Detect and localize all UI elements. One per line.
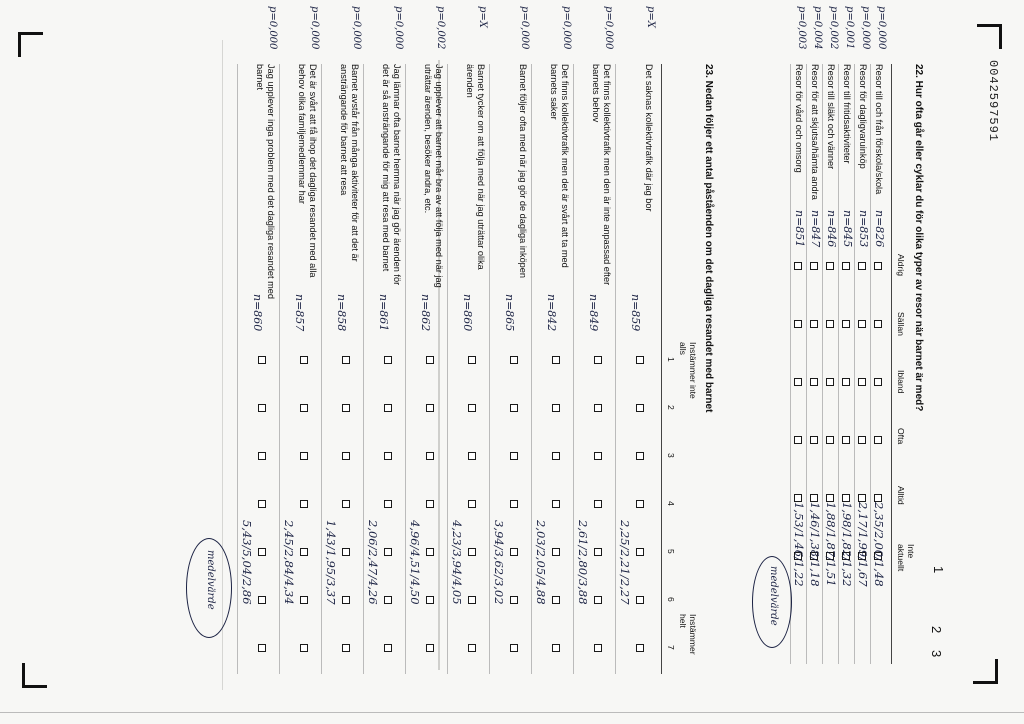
row-divider <box>573 64 574 674</box>
handwritten-result: 2,61/2,80/3,88 <box>576 520 590 605</box>
handwritten-result: 1,43/1,95/3,37 <box>324 520 338 605</box>
scale-number: 5 <box>666 549 676 554</box>
row-divider <box>854 64 855 664</box>
checkbox[interactable] <box>300 356 308 364</box>
scale-number: 1 <box>666 357 676 362</box>
n-count: n=846 <box>825 210 838 248</box>
n-count: n=853 <box>857 210 870 248</box>
row-divider <box>870 64 871 664</box>
n-count: n=847 <box>809 210 822 248</box>
checkbox[interactable] <box>594 500 602 508</box>
handwritten-result: 2,25/2,21/2,27 <box>618 520 632 605</box>
p-value: p=0,000 <box>309 6 320 50</box>
row-divider <box>321 64 322 674</box>
handwritten-note-q22: medelvärde <box>768 566 779 626</box>
row-label: Jag upplever inga problem med det dagliga resandet med barnet <box>255 64 276 299</box>
row-label: Jag upplever att barnet mår bra av att följa med när jag uträttar ärenden, besöker andra, etc. <box>423 64 444 288</box>
checkbox[interactable] <box>810 378 818 386</box>
checkbox[interactable] <box>636 596 644 604</box>
checkbox[interactable] <box>552 644 560 652</box>
p-value: p=0,000 <box>876 6 887 50</box>
checkbox[interactable] <box>794 436 802 444</box>
checkbox[interactable] <box>342 596 350 604</box>
checkbox[interactable] <box>826 436 834 444</box>
row-divider <box>615 64 616 674</box>
checkbox[interactable] <box>384 452 392 460</box>
checkbox[interactable] <box>552 500 560 508</box>
checkbox[interactable] <box>426 596 434 604</box>
row-divider <box>279 64 280 674</box>
handwritten-result: 2,45/2,84/4,34 <box>282 520 296 605</box>
checkbox[interactable] <box>300 404 308 412</box>
p-value: p=0,003 <box>796 6 807 50</box>
checkbox[interactable] <box>636 644 644 652</box>
handwritten-result: 1,46/1,38/1,18 <box>808 502 822 587</box>
n-count: n=849 <box>587 294 600 332</box>
checkbox[interactable] <box>636 356 644 364</box>
checkbox[interactable] <box>826 378 834 386</box>
p-value: p=0,000 <box>267 6 278 50</box>
checkbox[interactable] <box>510 644 518 652</box>
checkbox[interactable] <box>510 452 518 460</box>
row-divider <box>531 64 532 674</box>
handwritten-result: 2,06/2,47/4,26 <box>366 520 380 605</box>
checkbox[interactable] <box>258 548 266 556</box>
checkbox[interactable] <box>594 644 602 652</box>
checkbox[interactable] <box>258 596 266 604</box>
column-header: Ibland <box>896 370 906 394</box>
checkbox[interactable] <box>426 548 434 556</box>
row-label: Barnet avstår från många aktiviteter för att det är ansträngande för barnet att resa <box>339 64 360 262</box>
checkbox[interactable] <box>468 404 476 412</box>
row-label: Barnet tycker om att följa med när jag uträttar olika ärenden <box>465 64 486 270</box>
checkbox[interactable] <box>826 320 834 328</box>
checkbox[interactable] <box>794 320 802 328</box>
row-divider <box>447 64 448 674</box>
checkbox[interactable] <box>874 494 882 502</box>
checkbox[interactable] <box>300 596 308 604</box>
checkbox[interactable] <box>384 404 392 412</box>
checkbox[interactable] <box>342 500 350 508</box>
p-value: p=X <box>477 6 488 28</box>
n-count: n=851 <box>793 210 806 248</box>
checkbox[interactable] <box>826 494 834 502</box>
row-label: Det finns kollektivtrafik men den är inte anpassad efter barnets behov <box>591 64 612 286</box>
p-value: p=0,000 <box>561 6 572 50</box>
checkbox[interactable] <box>842 436 850 444</box>
handwritten-result: 2,35/2,00/1,48 <box>872 502 886 587</box>
n-count: n=861 <box>377 294 390 332</box>
checkbox[interactable] <box>258 452 266 460</box>
checkbox[interactable] <box>384 500 392 508</box>
checkbox[interactable] <box>858 262 866 270</box>
scale-high-label: Instämmer helt <box>678 614 698 655</box>
handwritten-result: 4,23/3,94/4,05 <box>450 520 464 605</box>
checkbox[interactable] <box>342 644 350 652</box>
row-label: Resor för vård och omsorg <box>794 64 804 173</box>
checkbox[interactable] <box>258 500 266 508</box>
question-22-title: 22. Hur ofta går eller cyklar du för olika typer av resor när barnet är med? <box>913 64 924 412</box>
checkbox[interactable] <box>636 548 644 556</box>
row-label: Resor till fritidsaktiviteter <box>842 64 852 164</box>
n-count: n=860 <box>461 294 474 332</box>
column-header: Aldrig <box>896 254 906 276</box>
checkbox[interactable] <box>552 452 560 460</box>
checkbox[interactable] <box>258 644 266 652</box>
p-value: p=0,002 <box>828 6 839 50</box>
n-count: n=857 <box>293 294 306 332</box>
checkbox[interactable] <box>384 356 392 364</box>
checkbox[interactable] <box>594 404 602 412</box>
checkbox[interactable] <box>426 500 434 508</box>
row-divider <box>806 64 807 664</box>
column-header: Alltid <box>896 486 906 505</box>
checkbox[interactable] <box>636 452 644 460</box>
divider <box>891 64 892 664</box>
row-divider <box>237 64 238 674</box>
page-marker-3: 3 <box>929 650 944 658</box>
p-value: p=0,000 <box>603 6 614 50</box>
row-divider <box>790 64 791 664</box>
checkbox[interactable] <box>342 404 350 412</box>
checkbox[interactable] <box>794 262 802 270</box>
checkbox[interactable] <box>510 404 518 412</box>
checkbox[interactable] <box>874 436 882 444</box>
row-label: Resor för att skjutsa/hämta andra <box>810 64 820 200</box>
checkbox[interactable] <box>842 378 850 386</box>
checkbox[interactable] <box>874 378 882 386</box>
checkbox[interactable] <box>810 262 818 270</box>
checkbox[interactable] <box>468 548 476 556</box>
row-label: Barnet följer ofta med när jag gör de dagliga inköpen <box>518 64 528 279</box>
checkbox[interactable] <box>594 356 602 364</box>
checkbox[interactable] <box>300 548 308 556</box>
checkbox[interactable] <box>552 596 560 604</box>
checkbox[interactable] <box>468 500 476 508</box>
p-value: p=0,000 <box>519 6 530 50</box>
n-count: n=862 <box>419 294 432 332</box>
checkbox[interactable] <box>594 596 602 604</box>
checkbox[interactable] <box>594 548 602 556</box>
checkbox[interactable] <box>858 320 866 328</box>
checkbox[interactable] <box>468 452 476 460</box>
checkbox[interactable] <box>810 494 818 502</box>
row-label: Det finns kollektivtrafik men det är svårt att ta med barnets saker <box>549 64 570 268</box>
checkbox[interactable] <box>300 644 308 652</box>
checkbox[interactable] <box>858 436 866 444</box>
checkbox[interactable] <box>594 452 602 460</box>
n-count: n=845 <box>841 210 854 248</box>
checkbox[interactable] <box>300 452 308 460</box>
question-23-title: 23. Nedan följer ett antal påståenden om det dagliga resandet med barnet <box>703 64 714 413</box>
checkbox[interactable] <box>510 356 518 364</box>
handwritten-note-q23: medelvärde <box>205 550 216 610</box>
n-count: n=859 <box>629 294 642 332</box>
checkbox[interactable] <box>468 596 476 604</box>
checkbox[interactable] <box>858 494 866 502</box>
scale-number: 4 <box>666 501 676 506</box>
row-divider <box>489 64 490 674</box>
row-label: Det är svårt att få ihop det dagliga resandet med alla behov olika familjemedlemmar har <box>297 64 318 278</box>
handwritten-result: 1,53/1,46/1,22 <box>792 502 806 587</box>
p-value: p=0,001 <box>844 6 855 50</box>
checkbox[interactable] <box>384 596 392 604</box>
p-value: p=0,002 <box>435 6 446 50</box>
page-marker-1: 1 <box>931 566 946 574</box>
row-divider <box>405 64 406 674</box>
checkbox[interactable] <box>300 500 308 508</box>
checkbox[interactable] <box>858 378 866 386</box>
p-value: p=0,000 <box>860 6 871 50</box>
checkbox[interactable] <box>510 596 518 604</box>
row-label: Det saknas kollektivtrafik där jag bor <box>644 64 654 212</box>
p-value: p=0,000 <box>351 6 362 50</box>
checkbox[interactable] <box>842 262 850 270</box>
column-header: Sällan <box>896 312 906 336</box>
checkbox[interactable] <box>552 356 560 364</box>
column-header: Inte aktuellt <box>896 544 916 572</box>
checkbox[interactable] <box>342 452 350 460</box>
handwritten-result: 1,98/1,82/1,32 <box>840 502 854 587</box>
checkbox[interactable] <box>510 500 518 508</box>
column-header: Ofta <box>896 428 906 445</box>
checkbox[interactable] <box>874 320 882 328</box>
handwritten-result: 3,94/3,62/3,02 <box>492 520 506 605</box>
page-marker-2: 2 <box>929 626 944 634</box>
handwritten-result: 2,17/1,99/1,67 <box>856 502 870 587</box>
checkbox[interactable] <box>426 404 434 412</box>
scale-number: 6 <box>666 597 676 602</box>
p-value: p=0,004 <box>812 6 823 50</box>
n-count: n=860 <box>251 294 264 332</box>
scale-number: 3 <box>666 453 676 458</box>
checkbox[interactable] <box>842 494 850 502</box>
checkbox[interactable] <box>842 320 850 328</box>
checkbox[interactable] <box>468 356 476 364</box>
scale-number: 7 <box>666 645 676 650</box>
handwritten-result: 1,88/1,87/1,51 <box>824 502 838 587</box>
checkbox[interactable] <box>426 452 434 460</box>
n-count: n=826 <box>873 210 886 248</box>
divider <box>661 64 662 674</box>
scale-number: 2 <box>666 405 676 410</box>
checkbox[interactable] <box>636 500 644 508</box>
n-count: n=865 <box>503 294 516 332</box>
p-value: p=X <box>645 6 656 28</box>
checkbox[interactable] <box>794 378 802 386</box>
checkbox[interactable] <box>810 436 818 444</box>
document-id: 0042597591 <box>986 60 1000 143</box>
row-divider <box>822 64 823 664</box>
handwritten-result: 2,03/2,05/4,88 <box>534 520 548 605</box>
checkbox[interactable] <box>426 356 434 364</box>
row-label: Resor till släkt och vänner <box>826 64 836 170</box>
checkbox[interactable] <box>510 548 518 556</box>
row-divider <box>838 64 839 664</box>
checkbox[interactable] <box>552 548 560 556</box>
checkbox[interactable] <box>342 548 350 556</box>
checkbox[interactable] <box>552 404 560 412</box>
checkbox[interactable] <box>794 494 802 502</box>
p-value: p=0,000 <box>393 6 404 50</box>
checkbox[interactable] <box>874 262 882 270</box>
checkbox[interactable] <box>342 356 350 364</box>
checkbox[interactable] <box>258 404 266 412</box>
n-count: n=858 <box>335 294 348 332</box>
checkbox[interactable] <box>426 644 434 652</box>
scale-low-label: Instämmer inte alls <box>678 342 698 399</box>
checkbox[interactable] <box>384 644 392 652</box>
checkbox[interactable] <box>468 644 476 652</box>
checkbox[interactable] <box>384 548 392 556</box>
handwritten-result: 4,96/4,51/4,50 <box>408 520 422 605</box>
row-label: Resor till och från förskola/skola <box>874 64 884 195</box>
checkbox[interactable] <box>810 320 818 328</box>
checkbox[interactable] <box>826 262 834 270</box>
checkbox[interactable] <box>258 356 266 364</box>
row-label: Jag lämnar ofta barnet hemma när jag gör ärenden för det är så ansträngande för mig att resa med barnet <box>381 64 402 286</box>
n-count: n=842 <box>545 294 558 332</box>
row-divider <box>363 64 364 674</box>
handwritten-result: 5,43/5,04/2,86 <box>240 520 254 605</box>
row-label: Resor för dagligvaruinköp <box>858 64 868 169</box>
checkbox[interactable] <box>636 404 644 412</box>
